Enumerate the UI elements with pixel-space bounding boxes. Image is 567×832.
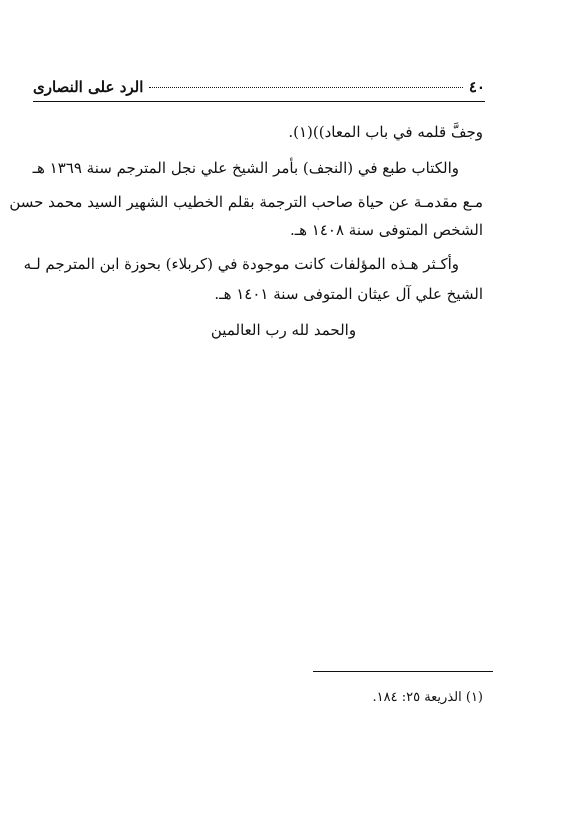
header-dotted-leader [149, 87, 462, 90]
text-line-3: مـع مقدمـة عن حياة صاحب الترجمة بقلم الخطيب الشهير السيد محمد حسن [9, 193, 483, 211]
closing-line: والحمد لله رب العالمين [210, 321, 357, 339]
header-rule [33, 101, 485, 102]
footnote: (١) الذريعة ٢٥: ١٨٤. [372, 690, 483, 705]
footnote-rule [313, 671, 493, 672]
running-title: الرد على النصارى [33, 78, 144, 96]
text-line-1: وجفَّ قلمه في باب المعاد))(١). [288, 123, 483, 141]
text-line-6: الشيخ علي آل عيثان المتوفى سنة ١٤٠١ هـ. [214, 285, 483, 303]
text-line-2: والكتاب طبع في (النجف) بأمر الشيخ علي نجل المترجم سنة ١٣٦٩ هـ [32, 159, 459, 177]
text-line-4: الشخص المتوفى سنة ١٤٠٨ هـ. [289, 221, 483, 239]
page-number: ٤٠ [468, 78, 485, 96]
text-line-5: وأكـثر هـذه المؤلفات كانت موجودة في (كربلاء) بحوزة ابن المترجم لـه [23, 255, 459, 273]
running-header [33, 76, 485, 98]
